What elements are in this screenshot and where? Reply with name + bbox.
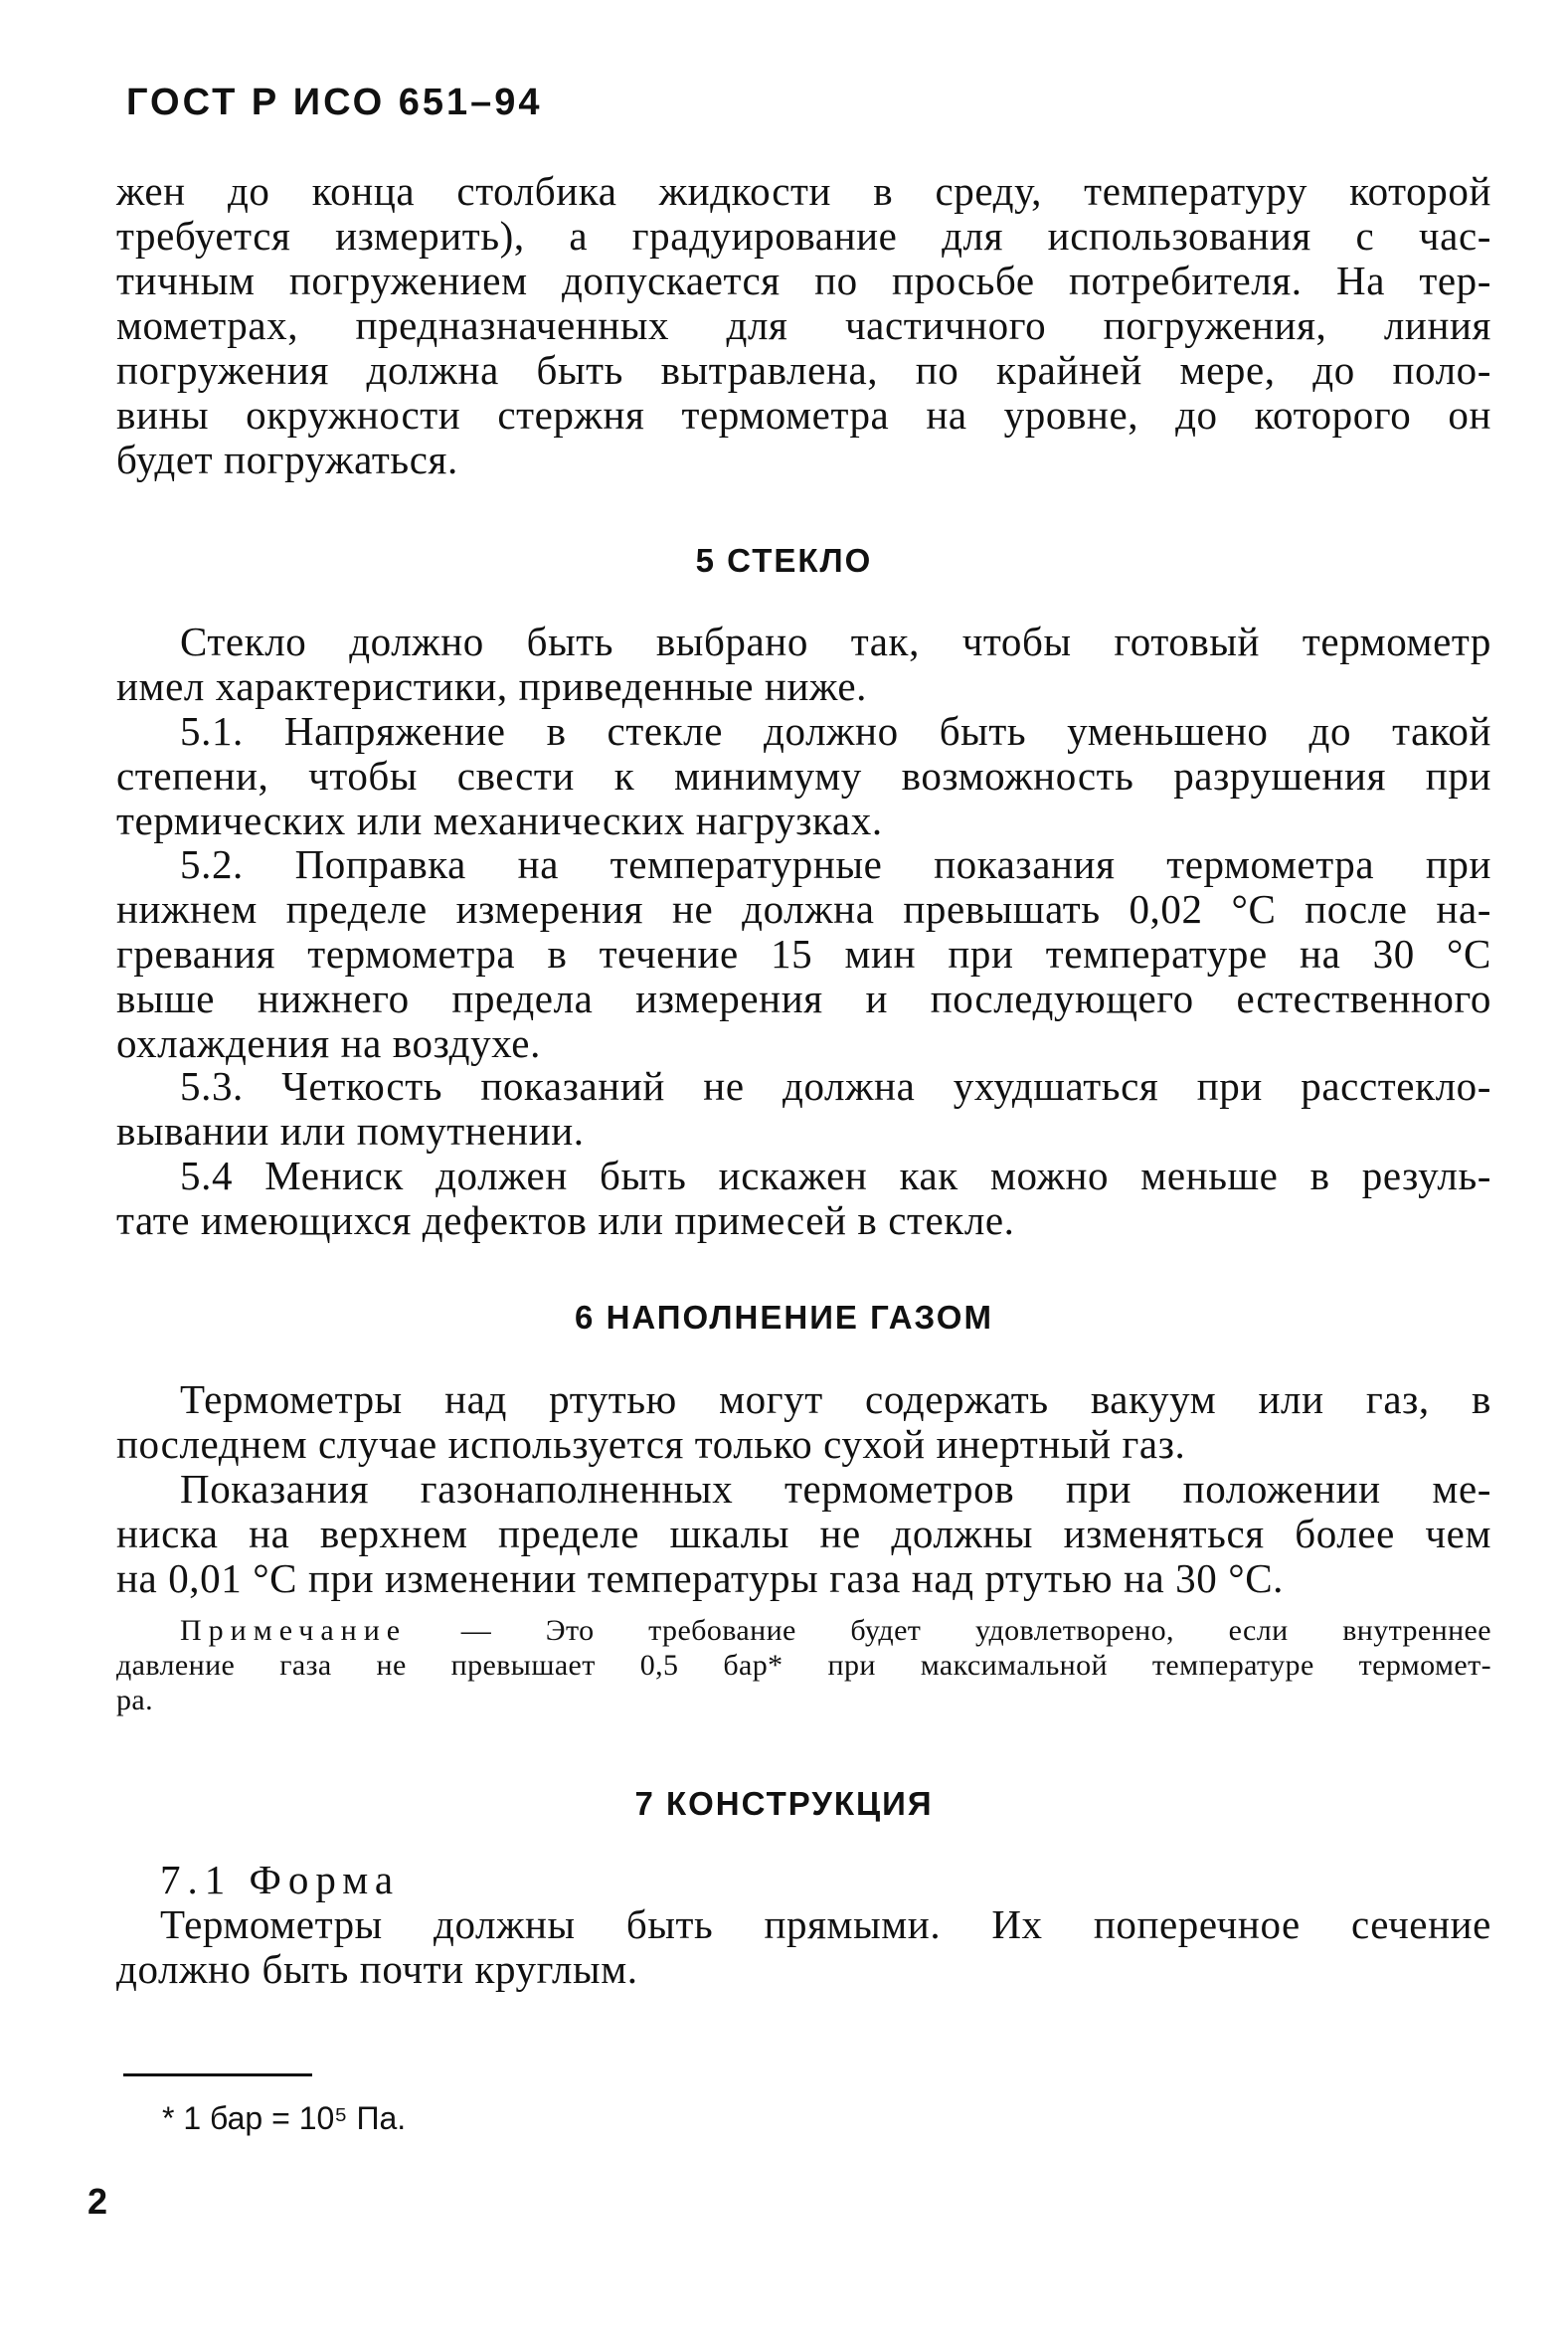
note-first-line	[116, 1613, 1491, 1648]
section-6-heading: 6 НАПОЛНЕНИЕ ГАЗОМ	[575, 1299, 993, 1336]
section-5-item-2	[116, 842, 1491, 1066]
text-line: 5.3. Четкость показаний не должна ухудшаться при расстекло-	[180, 1063, 1491, 1109]
footnote: * 1 бар = 10⁵ Па.	[162, 2100, 407, 2136]
text-line: Показания газонаполненных термометров при положении ме-	[180, 1466, 1491, 1512]
text-line: требуется измерить), а градуирование для использования с час-	[116, 213, 1491, 259]
note-label: Примечание	[180, 1614, 408, 1647]
text-line: тате имеющихся дефектов или примесей в стекле.	[116, 1197, 1015, 1243]
text-line: мометрах, предназначенных для частичного погружения, линия	[116, 302, 1491, 348]
section-5-item-3	[116, 1064, 1491, 1154]
text-line: на 0,01 °С при изменении температуры газа над ртутью на 30 °С.	[116, 1555, 1285, 1601]
text-line: нижнем пределе измерения не должна превышать 0,02 °С после на-	[116, 886, 1491, 932]
section-6-paragraph-1	[116, 1377, 1491, 1467]
section-6-paragraph-2	[116, 1467, 1491, 1601]
text-line: тичным погружением допускается по просьбе потребителя. На тер-	[116, 258, 1491, 303]
section-7-heading: 7 КОНСТРУКЦИЯ	[634, 1785, 934, 1822]
text-line: гревания термометра в течение 15 мин при температуре на 30 °С	[116, 931, 1491, 977]
document-header: ГОСТ Р ИСО 651–94	[126, 82, 543, 123]
text-line: должно быть почти круглым.	[116, 1946, 638, 1992]
text-line: ра.	[116, 1684, 154, 1716]
note-text: — Это требование будет удовлетворено, если внутреннее	[407, 1614, 1491, 1647]
section-7-subheading-block	[116, 1858, 1491, 1902]
text-line: степени, чтобы свести к минимуму возможность разрушения при	[116, 753, 1491, 799]
text-line: 5.2. Поправка на температурные показания термометра при	[180, 841, 1491, 887]
footnote-divider	[123, 2073, 312, 2076]
section-5-paragraph	[116, 620, 1491, 709]
section-5-item-4	[116, 1154, 1491, 1243]
text-line: будет погружаться.	[116, 437, 458, 482]
text-line: Термометры должны быть прямыми. Их поперечное сечение	[160, 1901, 1491, 1947]
text-line: выше нижнего предела измерения и последующего естественного	[116, 976, 1491, 1021]
section-7-subheading: 7.1 Форма	[160, 1857, 401, 1902]
text-line: Стекло должно быть выбрано так, чтобы готовый термометр	[180, 619, 1491, 664]
text-line: жен до конца столбика жидкости в среду, температуру которой	[116, 168, 1491, 214]
text-line: Термометры над ртутью могут содержать вакуум или газ, в	[180, 1376, 1491, 1422]
text-line: 5.1. Напряжение в стекле должно быть уменьшено до такой	[180, 708, 1491, 754]
text-line: имел характеристики, приведенные ниже.	[116, 663, 868, 709]
text-line: вины окружности стержня термометра на уровне, до которого он	[116, 392, 1491, 438]
text-line: охлаждения на воздухе.	[116, 1020, 541, 1066]
section-5-item-1	[116, 709, 1491, 843]
text-line: ниска на верхнем пределе шкалы не должны изменяться более чем	[116, 1511, 1491, 1556]
page-number: 2	[87, 2181, 108, 2222]
intro-paragraph	[116, 169, 1491, 482]
section-5-heading: 5 СТЕКЛО	[695, 542, 873, 579]
text-line: давление газа не превышает 0,5 бар* при максимальной температуре термомет-	[116, 1649, 1491, 1682]
section-7-paragraph	[116, 1902, 1491, 1992]
text-line: вывании или помутнении.	[116, 1108, 585, 1154]
text-line: погружения должна быть вытравлена, по крайней мере, до поло-	[116, 347, 1491, 393]
section-6-note	[116, 1613, 1491, 1717]
text-line: последнем случае используется только сухой инертный газ.	[116, 1421, 1186, 1467]
text-line: термических или механических нагрузках.	[116, 798, 883, 843]
text-line: 5.4 Мениск должен быть искажен как можно меньше в резуль-	[180, 1153, 1491, 1198]
